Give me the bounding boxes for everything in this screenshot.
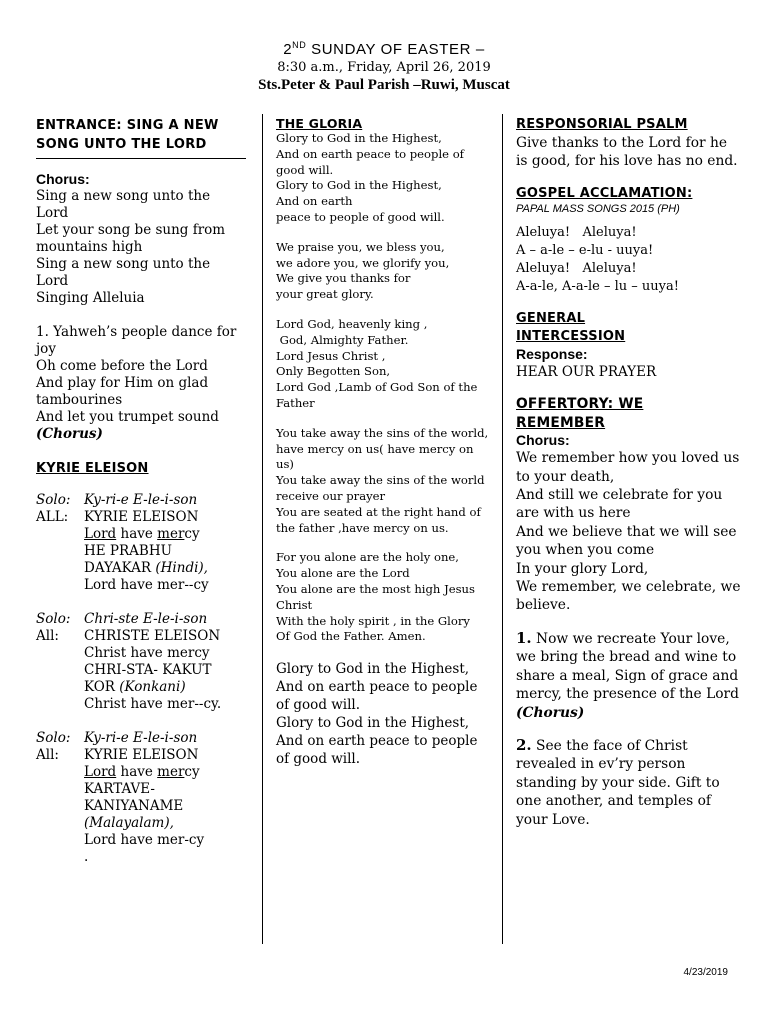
all-text: KYRIE ELEISON [84, 509, 199, 525]
offertory-verse-1 [516, 629, 741, 704]
verse-line: And play for Him on glad tambourines [36, 375, 209, 408]
footer-date: 4/23/2019 [683, 967, 728, 978]
gloria-line: Of God the Father. Amen. [276, 629, 426, 644]
gloria-refrain-line: Glory to God in the Highest, [276, 661, 470, 678]
underlined-word: Lord [84, 764, 117, 780]
trailing-dot: . [84, 849, 89, 865]
all-text: CHRISTE ELEISON [84, 628, 221, 644]
verse-line: 1. Yahweh’s people dance for joy [36, 324, 237, 357]
gloria-refrain-line: And on earth peace to people of good will. [276, 679, 478, 713]
gloria-line: Lord Jesus Christ , [276, 348, 386, 363]
entrance-title: ENTRANCE: SING A NEW SONG UNTO THE LORD [36, 118, 219, 152]
chorus-line: Sing a new song unto the Lord [36, 188, 211, 221]
verse-number: 2. [516, 735, 532, 754]
gloria-line: You are seated at the right hand of the father ,have mercy on us. [276, 504, 481, 535]
offertory-chorus-label: Chorus: [516, 432, 570, 449]
solo-key: Solo: [36, 611, 71, 627]
column-divider-left [262, 114, 263, 944]
gloria-line: With the holy spirit , in the Glory [276, 613, 470, 628]
title-ordinal: ND [292, 40, 307, 50]
gloria-line: You alone are the most high Jesus Christ [276, 581, 475, 612]
response-label: Response: [516, 345, 588, 362]
entrance-underline [36, 158, 246, 159]
column-entrance-kyrie [36, 116, 246, 866]
word: have [116, 526, 158, 542]
gloria-line: Glory to God in the Highest, [276, 131, 442, 145]
verse-text: See the face of Christ revealed in ev’ry person standing by your side. Gift to one another, and temples of your Love. [516, 737, 720, 828]
gloria-line: And on earth [276, 194, 353, 209]
kyrie-title: KYRIE ELEISON [36, 461, 149, 476]
all-text: KYRIE ELEISON [84, 747, 199, 763]
offertory-title-text: OFFERTORY: WE REMEMBER [516, 396, 644, 431]
gloria-line: Lord God, heavenly king , [276, 316, 428, 331]
gloria-title: THE GLORIA [276, 116, 363, 131]
gospel-source: PAPAL MASS SONGS 2015 (PH) [516, 202, 680, 215]
underlined-word: Lord [84, 526, 117, 542]
offertory-verse-2 [516, 736, 741, 829]
verse-line: And let you trumpet sound [36, 409, 219, 425]
language-line: KANIYANAME [84, 798, 184, 814]
gloria-line: Glory to God in the Highest, [276, 178, 442, 193]
verse-number: 1. [516, 628, 532, 647]
chorus-line: Singing Alleluia [36, 290, 145, 306]
intercession-response: HEAR OUR PRAYER [516, 363, 657, 380]
offertory-chorus-line: And we believe that we will see you when you come [516, 523, 737, 559]
intercession-title: GENERAL INTERCESSION [516, 310, 626, 344]
language-line: KARTAVE- [84, 781, 155, 797]
gloria-line: And on earth peace to people of good will. [276, 146, 464, 177]
underlined-syllable: mer [157, 764, 185, 780]
language-text: DAYAKAR [84, 560, 152, 576]
language-line [36, 560, 246, 577]
syllable: cy [184, 526, 200, 542]
solo-text: Ky-ri-e E-le-i-son [84, 492, 198, 508]
verse-text: Now we recreate Your love, we bring the bread and wine to share a meal, Sign of grace and mercy, the presence of the Lord [516, 630, 739, 703]
chorus-line: Let your song be sung from mountains high [36, 222, 226, 255]
offertory-chorus-line: And still we celebrate for you are with us here [516, 487, 723, 522]
gloria-line: we adore you, we glorify you, [276, 255, 450, 270]
title-text: SUNDAY OF EASTER – [306, 41, 485, 58]
christe-all-line [36, 628, 246, 645]
kyrie-solo-line [36, 730, 246, 747]
all-key: All: [36, 628, 59, 644]
kyrie-all-line [36, 509, 246, 526]
gloria-line: Only Begotten Son, [276, 364, 391, 379]
word: have [116, 764, 158, 780]
gloria-refrain-line: And on earth peace to people of good will. [276, 732, 478, 767]
underlined-syllable: mer [157, 526, 185, 542]
language-line: HE PRABHU [84, 543, 172, 559]
language-line [36, 679, 246, 696]
psalm-text: Give thanks to the Lord for he is good, for his love has no end. [516, 135, 738, 170]
psalm-title: RESPONSORIAL PSALM [516, 117, 688, 132]
kyrie-closing: Lord have mer-cy [84, 832, 205, 848]
verse-line: Oh come before the Lord [36, 358, 208, 374]
column-gloria [276, 116, 494, 769]
gospel-title: GOSPEL ACCLAMATION: [516, 185, 693, 201]
offertory-chorus-line: We remember, we celebrate, we believe. [516, 579, 741, 614]
gloria-line: We give you thanks for [276, 271, 411, 286]
offertory-chorus-line: We remember how you loved us to your death, [516, 450, 740, 485]
kyrie-solo-line [36, 492, 246, 509]
column-psalm-offertory [516, 116, 741, 829]
kyrie-all-line [36, 747, 246, 764]
language-name: (Malayalam), [84, 815, 174, 831]
christe-closing: Christ have mer--cy. [84, 696, 222, 712]
language-name: (Konkani) [119, 679, 186, 695]
gloria-line: You take away the sins of the world, have mercy on us( have mercy on us) [276, 425, 489, 472]
gloria-line: For you alone are the holy one, [276, 550, 459, 565]
kyrie-response-line [36, 526, 246, 543]
acclamation-line: A – a-le – e-lu - uuya! [516, 242, 654, 258]
acclamation-line: Aleluya! Aleluya! [516, 224, 637, 240]
christe-response-line: Christ have mercy [84, 645, 210, 661]
solo-key: Solo: [36, 492, 71, 508]
gloria-line: God, Almighty Father. [276, 332, 409, 347]
all-key: ALL: [36, 509, 69, 525]
offertory-title [516, 395, 706, 432]
language-name: (Hindi), [155, 560, 208, 576]
title-number: 2 [283, 41, 293, 58]
gloria-line: We praise you, we bless you, [276, 239, 445, 254]
acclamation-line: Aleluya! Aleluya! [516, 260, 637, 276]
offertory-chorus-line: In your glory Lord, [516, 560, 649, 577]
page-title [0, 40, 768, 58]
solo-key: Solo: [36, 730, 71, 746]
syllable: cy [184, 764, 200, 780]
solo-text: Chri-ste E-le-i-son [84, 611, 208, 627]
christe-solo-line [36, 611, 246, 628]
kyrie-response-line [36, 764, 246, 781]
kyrie-closing: Lord have mer--cy [84, 577, 209, 593]
gloria-line: You take away the sins of the world [276, 473, 485, 488]
all-key: All: [36, 747, 59, 763]
language-text: KOR [84, 679, 115, 695]
language-line: CHRI-STA- KAKUT [84, 662, 212, 678]
gloria-line: You alone are the Lord [276, 566, 410, 581]
mass-time: 8:30 a.m., Friday, April 26, 2019 [277, 60, 491, 75]
gloria-line: peace to people of good will. [276, 209, 445, 224]
chorus-reference: (Chorus) [516, 704, 585, 721]
gloria-refrain-line: Glory to God in the Highest, [276, 714, 470, 731]
chorus-label: Chorus: [36, 171, 90, 187]
column-divider-right [502, 114, 503, 944]
acclamation-line: A-a-le, A-a-le – lu – uuya! [516, 278, 679, 294]
gloria-line: receive our prayer [276, 488, 386, 503]
parish-name: Sts.Peter & Paul Parish –Ruwi, Muscat [258, 77, 510, 93]
gloria-line: your great glory. [276, 287, 374, 302]
document-header [0, 40, 768, 94]
solo-text: Ky-ri-e E-le-i-son [84, 730, 198, 746]
gloria-line: Lord God ,Lamb of God Son of the Father [276, 380, 478, 410]
chorus-line: Sing a new song unto the Lord [36, 256, 211, 289]
chorus-reference: (Chorus) [36, 426, 103, 442]
